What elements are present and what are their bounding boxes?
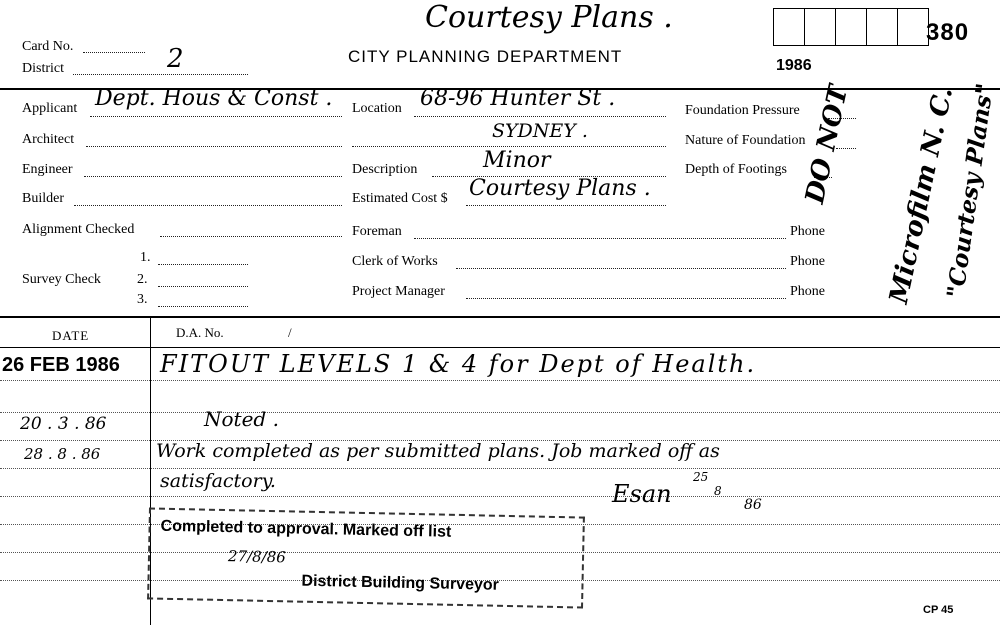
da-label: D.A. No. [176, 325, 224, 340]
annotation-microfilm: Microfilm N. C. [884, 84, 960, 307]
card-no-dots [83, 52, 145, 53]
department-title: CITY PLANNING DEPARTMENT [348, 47, 623, 66]
alignment-label: Alignment Checked [22, 222, 135, 237]
log-text-4: satisfactory. [160, 470, 276, 492]
applicant-label: Applicant [22, 101, 78, 116]
location-value-1: 68-96 Hunter St . [420, 86, 616, 111]
phone-label-3: Phone [790, 284, 825, 299]
card-number-stamp: 380 [926, 19, 970, 46]
signature-date-bot: 86 [744, 497, 762, 513]
stamp-line-1: Completed to approval. Marked off list [160, 517, 452, 541]
description-value: Minor [483, 148, 551, 173]
log-date-1: 26 FEB 1986 [2, 354, 120, 376]
survey-3-dots [158, 306, 248, 307]
cost-label: Estimated Cost $ [352, 191, 448, 206]
signature-date-top: 25 [693, 470, 709, 484]
location-label: Location [352, 101, 402, 116]
location-value-2: SYDNEY . [492, 120, 588, 142]
survey-1: 1. [140, 250, 151, 265]
log-rule-5 [0, 496, 1000, 497]
signature-date-mid: 8 [714, 484, 722, 498]
architect-dots [86, 146, 342, 147]
survey-2-dots [158, 286, 248, 287]
log-rule-2 [0, 412, 1000, 413]
survey-label: Survey Check [22, 272, 101, 287]
district-value: 2 [167, 44, 184, 74]
survey-1-dots [158, 264, 248, 265]
survey-2: 2. [137, 272, 148, 287]
foundation-pressure-label: Foundation Pressure [685, 103, 800, 118]
card-number-boxes [773, 8, 929, 46]
nature-label: Nature of Foundation [685, 133, 806, 148]
builder-label: Builder [22, 191, 64, 206]
log-header-divider [0, 347, 1000, 348]
phone-label-1: Phone [790, 224, 825, 239]
signature: Esan [612, 480, 672, 508]
district-dots [73, 74, 248, 75]
cost-value: Courtesy Plans . [469, 176, 651, 201]
clerk-dots [456, 268, 786, 269]
phone-label-2: Phone [790, 254, 825, 269]
clerk-label: Clerk of Works [352, 254, 438, 269]
log-text-1: FITOUT LEVELS 1 & 4 for Dept of Health. [160, 350, 757, 378]
foreman-dots [414, 238, 786, 239]
builder-dots [74, 205, 342, 206]
cost-dots [466, 205, 666, 206]
applicant-dots [90, 116, 342, 117]
location-dots [414, 116, 666, 117]
foreman-label: Foreman [352, 224, 402, 239]
pm-dots [466, 298, 786, 299]
log-rule-4 [0, 468, 1000, 469]
description-label: Description [352, 162, 418, 177]
log-date-2: 20 . 3 . 86 [20, 414, 107, 434]
alignment-dots [160, 236, 342, 237]
annotation-do-not: DO NOT [800, 82, 855, 207]
stamp-initials: 27/8/86 [227, 547, 287, 567]
engineer-label: Engineer [22, 162, 73, 177]
year-label: 1986 [776, 57, 812, 74]
log-date-3: 28 . 8 . 86 [24, 445, 101, 463]
handwritten-title: Courtesy Plans . [425, 0, 673, 35]
completion-stamp [147, 507, 585, 608]
log-text-2: Noted . [204, 407, 279, 431]
survey-3: 3. [137, 292, 148, 307]
depth-label: Depth of Footings [685, 162, 787, 177]
pm-label: Project Manager [352, 284, 445, 299]
architect-label: Architect [22, 132, 75, 147]
applicant-value: Dept. Hous & Const . [95, 86, 333, 111]
da-value: / [288, 325, 292, 340]
card-no-label: Card No. [22, 39, 74, 54]
district-label: District [22, 61, 64, 76]
annotation-courtesy-plans: "Courtesy Plans" [942, 81, 999, 300]
stamp-line-2: District Building Surveyor [301, 572, 500, 594]
log-rule-1 [0, 380, 1000, 381]
footer-code: CP 45 [923, 604, 954, 616]
date-header: DATE [52, 328, 90, 343]
location-dots-2 [352, 146, 666, 147]
log-text-3: Work completed as per submitted plans. Job marked off as [156, 440, 720, 462]
engineer-dots [84, 176, 342, 177]
